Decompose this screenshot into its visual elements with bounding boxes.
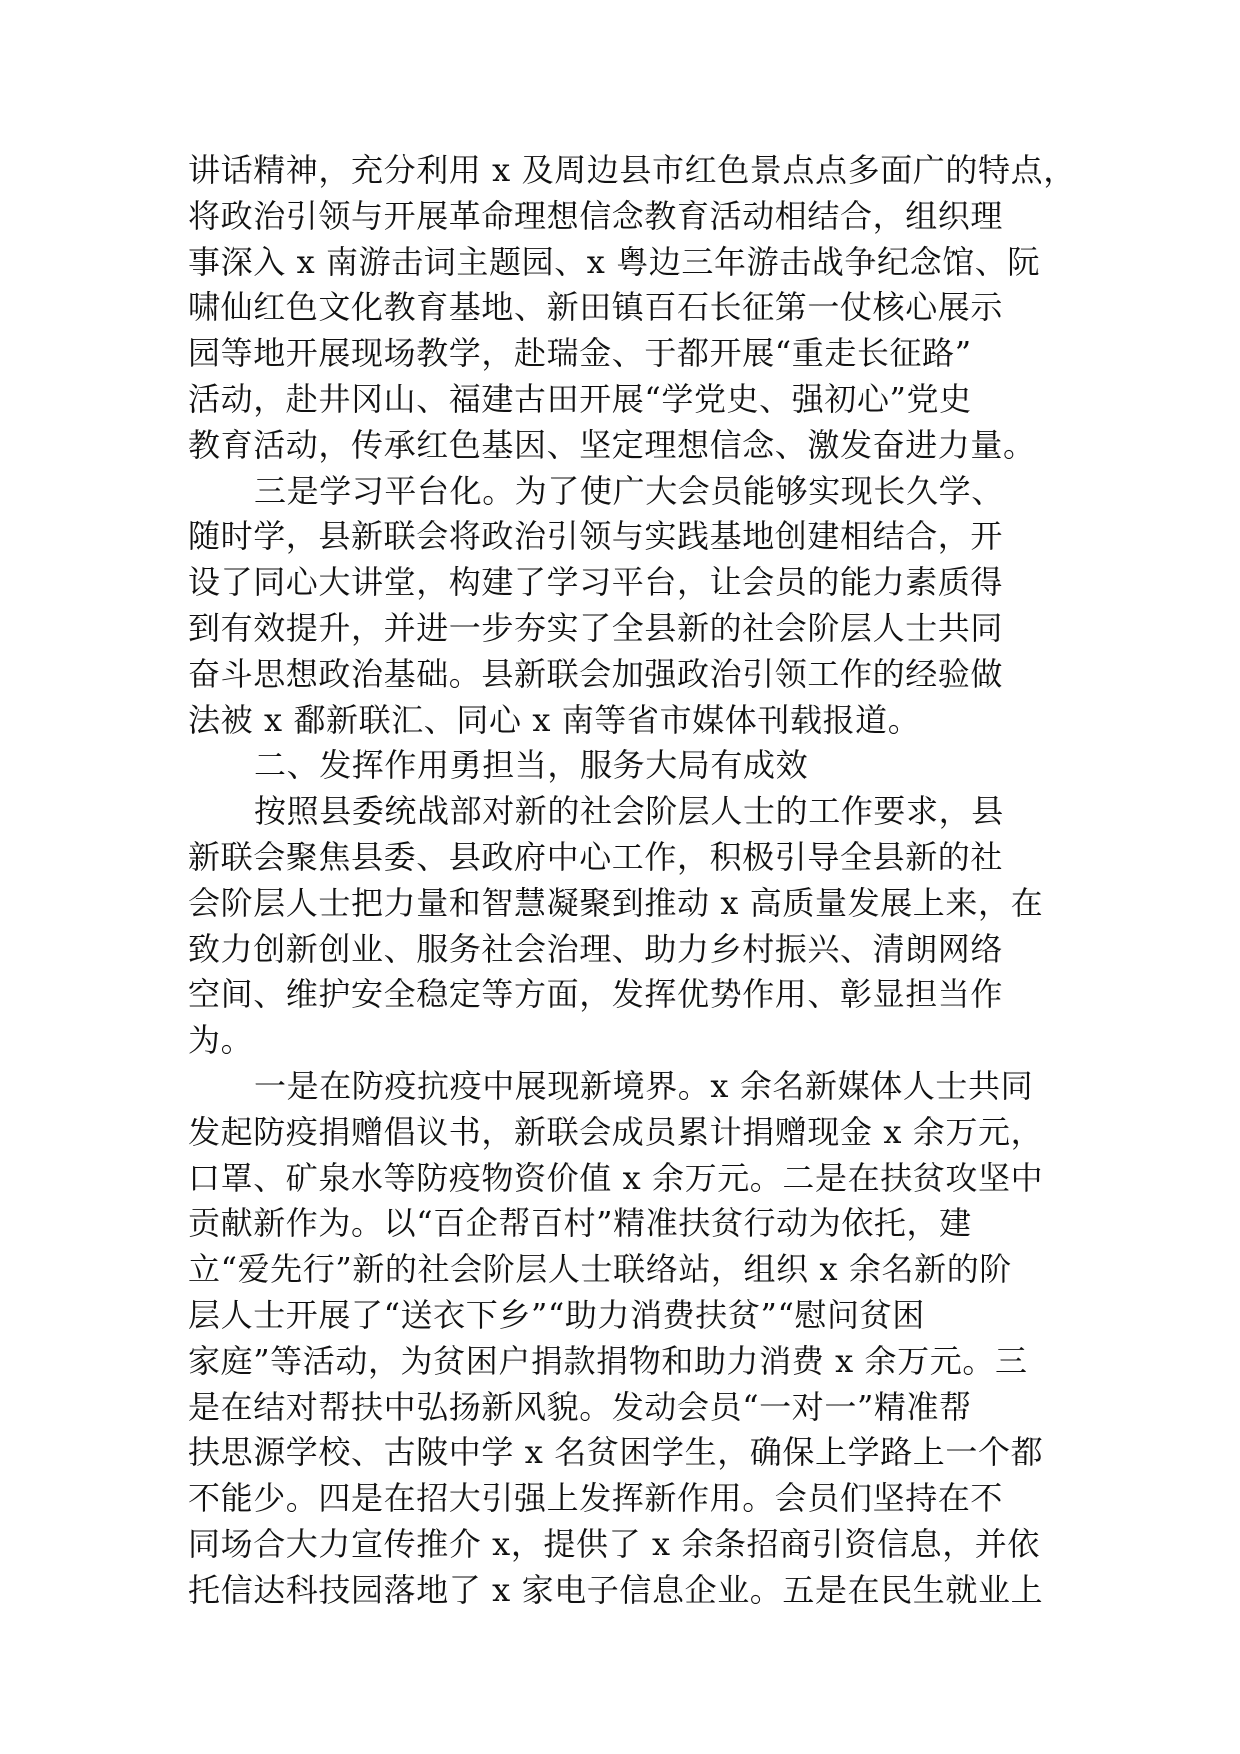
text-line: 园等地开展现场教学，赴瑞金、于都开展“重走长征路” — [188, 334, 972, 373]
paragraph-start-line: 三是学习平台化。为了使广大会员能够实现长久学、 — [254, 471, 1004, 510]
text-line: 不能少。四是在招大引强上发挥新作用。会员们坚持在不 — [188, 1479, 1004, 1518]
text-line: 啸仙红色文化教育基地、新田镇百石长征第一仗核心展示 — [188, 288, 1004, 327]
text-line: 托信达科技园落地了 x 家电子信息企业。五是在民生就业上 — [188, 1570, 1044, 1609]
text-line: 事深入 x 南游击词主题园、x 粤边三年游击战争纪念馆、阮 — [188, 242, 1041, 281]
text-line: 新联会聚焦县委、县政府中心工作，积极引导全县新的社 — [188, 837, 1004, 876]
text-line: 空间、维护安全稳定等方面，发挥优势作用、彰显担当作 — [188, 975, 1004, 1014]
text-line: 随时学，县新联会将政治引领与实践基地创建相结合，开 — [188, 517, 1004, 556]
paragraph-start-line: 一是在防疫抗疫中展现新境界。x 余名新媒体人士共同 — [254, 1066, 1034, 1105]
text-line: 贡献新作为。以“百企帮百村”精准扶贫行动为依托，建 — [188, 1204, 972, 1243]
text-line: 同场合大力宣传推介 x，提供了 x 余条招商引资信息，并依 — [188, 1524, 1041, 1563]
text-line: 立“爱先行”新的社会阶层人士联络站，组织 x 余名新的阶 — [188, 1250, 1012, 1289]
text-line: 为。 — [188, 1021, 254, 1060]
section-heading: 二、发挥作用勇担当，服务大局有成效 — [254, 746, 809, 785]
document-body — [188, 148, 1076, 1614]
text-line: 设了同心大讲堂，构建了学习平台，让会员的能力素质得 — [188, 563, 1004, 602]
text-line: 奋斗思想政治基础。县新联会加强政治引领工作的经验做 — [188, 654, 1004, 693]
text-line: 致力创新创业、服务社会治理、助力乡村振兴、清朗网络 — [188, 929, 1004, 968]
text-line: 扶思源学校、古陂中学 x 名贫困学生，确保上学路上一个都 — [188, 1433, 1044, 1472]
text-line: 讲话精神，充分利用 x 及周边县市红色景点点多面广的特点， — [188, 151, 1076, 189]
text-line: 活动，赴井冈山、福建古田开展“学党史、强初心”党史 — [188, 379, 972, 418]
text-line: 到有效提升，并进一步夯实了全县新的社会阶层人士共同 — [188, 608, 1004, 647]
text-line: 将政治引领与开展革命理想信念教育活动相结合，组织理 — [188, 196, 1004, 235]
text-line: 教育活动，传承红色基因、坚定理想信念、激发奋进力量。 — [188, 425, 1036, 464]
text-line: 法被 x 鄱新联汇、同心 x 南等省市媒体刊载报道。 — [188, 700, 921, 739]
paragraph-start-line: 按照县委统战部对新的社会阶层人士的工作要求，县 — [254, 792, 1004, 831]
text-line: 发起防疫捐赠倡议书，新联会成员累计捐赠现金 x 余万元， — [188, 1112, 1044, 1151]
text-line: 层人士开展了“送衣下乡”“助力消费扶贫”“慰问贫困 — [188, 1295, 925, 1334]
text-line: 是在结对帮扶中弘扬新风貌。发动会员“一对一”精准帮 — [188, 1387, 972, 1426]
text-line: 会阶层人士把力量和智慧凝聚到推动 x 高质量发展上来，在 — [188, 883, 1044, 922]
text-line: 口罩、矿泉水等防疫物资价值 x 余万元。二是在扶贫攻坚中 — [188, 1158, 1044, 1197]
text-line: 家庭”等活动，为贫困户捐款捐物和助力消费 x 余万元。三 — [188, 1341, 1028, 1380]
